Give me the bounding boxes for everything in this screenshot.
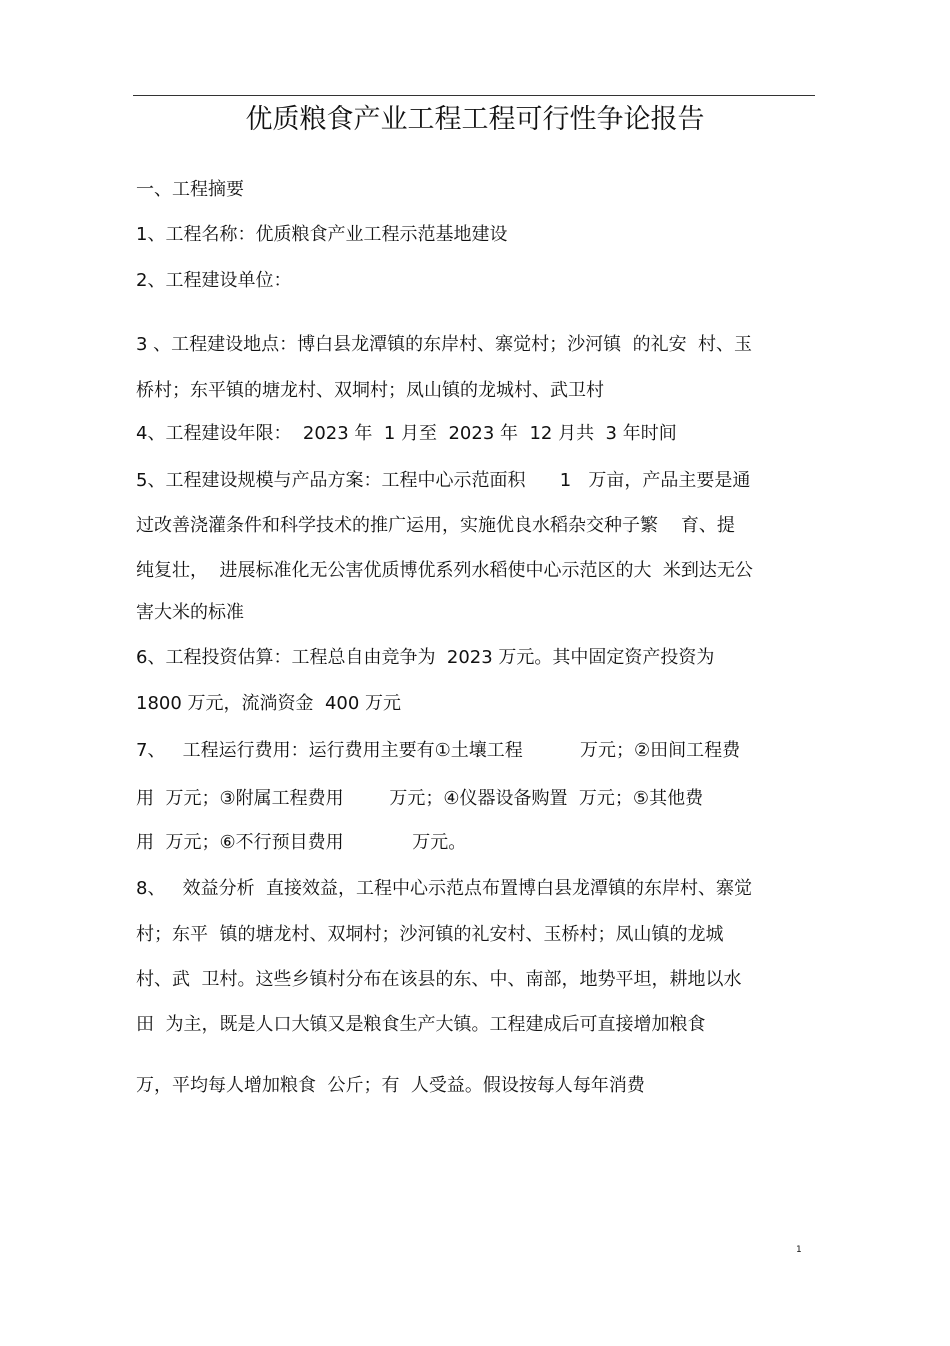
text-line: 3 、工程建设地点：博白县龙潭镇的东岸村、寨觉村；沙河镇 的礼安 村、玉	[136, 334, 753, 355]
text-line: 田 为主，既是人口大镇又是粮食生产大镇。工程建成后可直接增加粮食	[136, 1014, 706, 1035]
text-line: 用 万元；③附属工程费用 万元；④仪器设备购置 万元；⑤其他费	[136, 788, 704, 809]
text-line: 5、工程建设规模与产品方案：工程中心示范面积 1 万亩，产品主要是通	[136, 470, 751, 491]
header-rule	[133, 95, 815, 96]
text-line: 万，平均每人增加粮食 公斤；有 人受益。假设按每人每年消费	[136, 1075, 645, 1096]
page-title: 优质粮食产业工程工程可行性争论报告	[245, 104, 705, 135]
text-line: 用 万元；⑥不行预目费用 万元。	[136, 832, 467, 853]
text-line: 过改善浇灌条件和科学技术的推广运用，实施优良水稻杂交种子繁 育、提	[136, 515, 735, 536]
text-line: 4、工程建设年限： 2023 年 1 月至 2023 年 12 月共 3 年时间	[136, 423, 677, 444]
text-line: 村；东平 镇的塘龙村、双垌村；沙河镇的礼安村、玉桥村；凤山镇的龙城	[136, 924, 724, 945]
text-line: 8、 效益分析 直接效益，工程中心示范点布置博白县龙潭镇的东岸村、寨觉	[136, 878, 753, 899]
text-line: 桥村；东平镇的塘龙村、双垌村；凤山镇的龙城村、武卫村	[136, 380, 604, 401]
text-line: 1800 万元，流淌资金 400 万元	[136, 693, 402, 714]
text-line: 村、武 卫村。这些乡镇村分布在该县的东、中、南部，地势平坦，耕地以水	[136, 969, 742, 990]
text-line: 7、 工程运行费用：运行费用主要有①土壤工程 万元；②田间工程费	[136, 740, 741, 761]
text-line: 6、工程投资估算：工程总自由竞争为 2023 万元。其中固定资产投资为	[136, 647, 715, 668]
page-number: 1	[796, 1245, 802, 1255]
text-line: 害大米的标准	[136, 602, 244, 623]
text-line: 一、工程摘要	[136, 179, 244, 200]
text-line: 纯复壮， 进展标准化无公害优质博优系列水稻使中心示范区的大 米到达无公	[136, 560, 753, 581]
text-line: 1、工程名称：优质粮食产业工程示范基地建设	[136, 224, 508, 245]
text-line: 2、工程建设单位：	[136, 270, 292, 291]
